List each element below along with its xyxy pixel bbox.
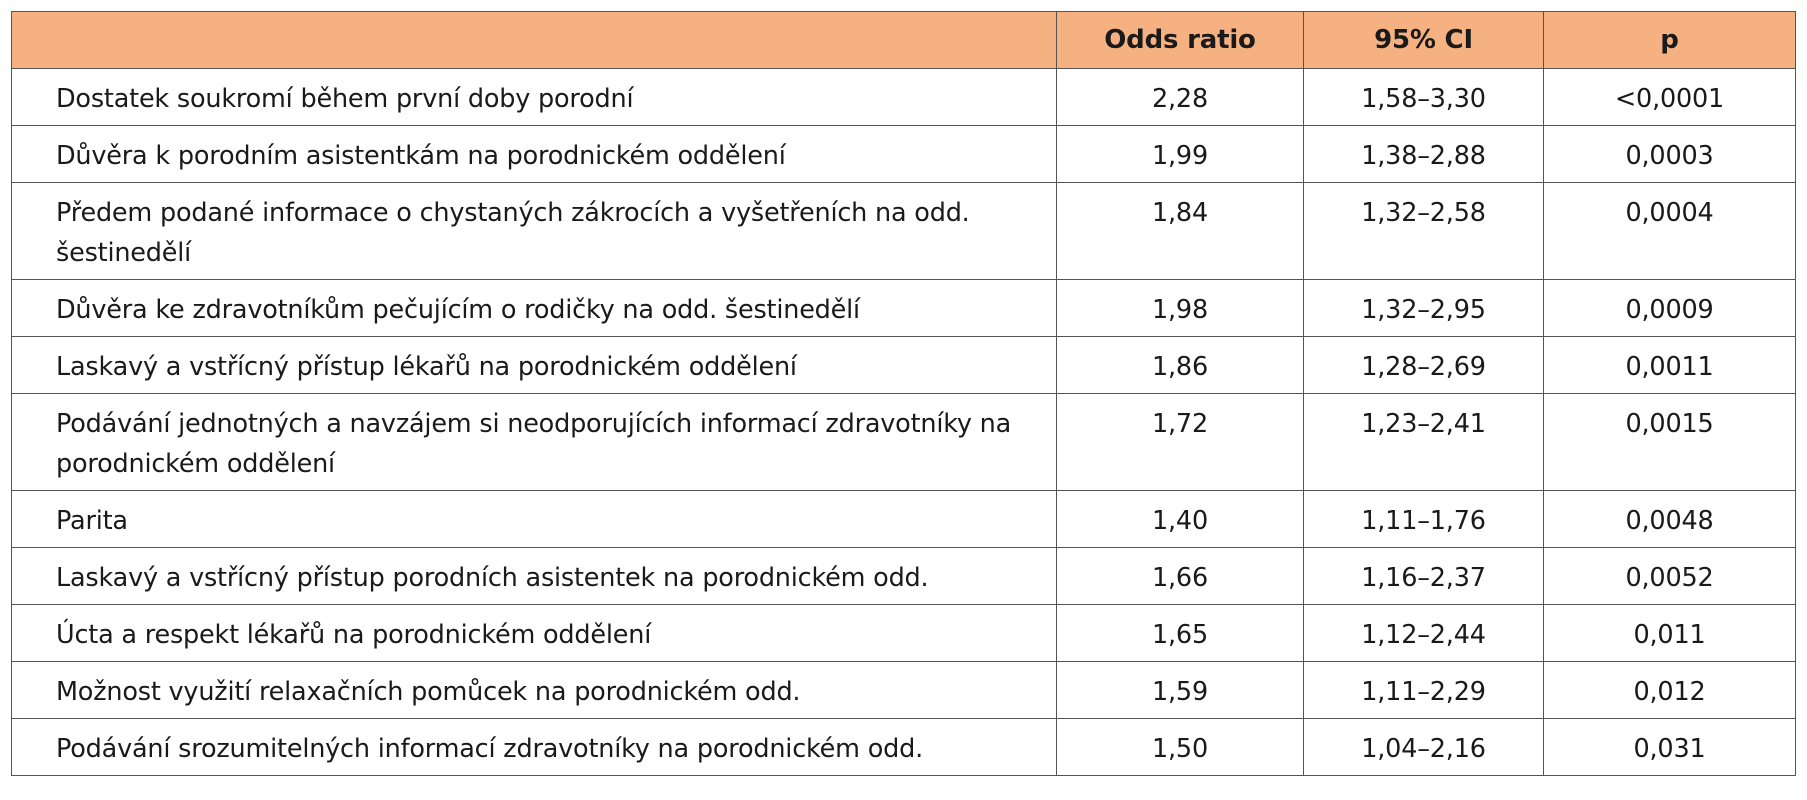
row-label: Podávání jednotných a navzájem si neodporujících informací zdravotníky na porodnickém oddělení	[12, 394, 1057, 491]
ci-cell: 1,32–2,58	[1304, 183, 1544, 280]
header-p-value: p	[1544, 12, 1796, 69]
table-row	[12, 491, 1796, 548]
p-value-cell: 0,012	[1544, 662, 1796, 719]
odds-ratio-cell: 1,50	[1057, 719, 1304, 776]
ci-cell: 1,38–2,88	[1304, 126, 1544, 183]
ci-cell: 1,04–2,16	[1304, 719, 1544, 776]
ci-cell: 1,58–3,30	[1304, 69, 1544, 126]
header-odds-ratio: Odds ratio	[1057, 12, 1304, 69]
odds-ratio-cell: 1,66	[1057, 548, 1304, 605]
table-row	[12, 719, 1796, 776]
p-value-cell: 0,0011	[1544, 337, 1796, 394]
odds-ratio-cell: 1,72	[1057, 394, 1304, 491]
p-value-cell: 0,0048	[1544, 491, 1796, 548]
odds-ratio-cell: 1,99	[1057, 126, 1304, 183]
row-label: Laskavý a vstřícný přístup lékařů na porodnickém oddělení	[12, 337, 1057, 394]
row-label: Podávání srozumitelných informací zdravotníky na porodnickém odd.	[12, 719, 1057, 776]
p-value-cell: 0,0003	[1544, 126, 1796, 183]
table-row	[12, 126, 1796, 183]
row-label: Laskavý a vstřícný přístup porodních asistentek na porodnickém odd.	[12, 548, 1057, 605]
table-row	[12, 69, 1796, 126]
p-value-cell: 0,031	[1544, 719, 1796, 776]
table-row	[12, 548, 1796, 605]
ci-cell: 1,12–2,44	[1304, 605, 1544, 662]
p-value-cell: 0,0052	[1544, 548, 1796, 605]
ci-cell: 1,11–2,29	[1304, 662, 1544, 719]
table-row	[12, 183, 1796, 280]
row-label: Možnost využití relaxačních pomůcek na porodnickém odd.	[12, 662, 1057, 719]
row-label: Důvěra ke zdravotníkům pečujícím o rodičky na odd. šestinedělí	[12, 280, 1057, 337]
row-label: Dostatek soukromí během první doby porodní	[12, 69, 1057, 126]
odds-ratio-cell: 2,28	[1057, 69, 1304, 126]
ci-cell: 1,16–2,37	[1304, 548, 1544, 605]
odds-ratio-cell: 1,86	[1057, 337, 1304, 394]
table-row	[12, 280, 1796, 337]
table-row	[12, 337, 1796, 394]
p-value-cell: <0,0001	[1544, 69, 1796, 126]
ci-cell: 1,28–2,69	[1304, 337, 1544, 394]
ci-cell: 1,23–2,41	[1304, 394, 1544, 491]
ci-cell: 1,32–2,95	[1304, 280, 1544, 337]
header-confidence-interval: 95% CI	[1304, 12, 1544, 69]
row-label: Úcta a respekt lékařů na porodnickém oddělení	[12, 605, 1057, 662]
p-value-cell: 0,011	[1544, 605, 1796, 662]
header-label-cell	[12, 12, 1057, 69]
ci-cell: 1,11–1,76	[1304, 491, 1544, 548]
odds-ratio-cell: 1,65	[1057, 605, 1304, 662]
odds-ratio-cell: 1,40	[1057, 491, 1304, 548]
odds-ratio-cell: 1,84	[1057, 183, 1304, 280]
table-row	[12, 662, 1796, 719]
row-label: Parita	[12, 491, 1057, 548]
p-value-cell: 0,0004	[1544, 183, 1796, 280]
odds-ratio-table	[11, 11, 1796, 776]
odds-ratio-cell: 1,59	[1057, 662, 1304, 719]
table-row	[12, 394, 1796, 491]
odds-ratio-cell: 1,98	[1057, 280, 1304, 337]
row-label: Předem podané informace o chystaných zákrocích a vyšetřeních na odd. šestinedělí	[12, 183, 1057, 280]
p-value-cell: 0,0015	[1544, 394, 1796, 491]
p-value-cell: 0,0009	[1544, 280, 1796, 337]
row-label: Důvěra k porodním asistentkám na porodnickém oddělení	[12, 126, 1057, 183]
table-header-row	[12, 12, 1796, 69]
table-row	[12, 605, 1796, 662]
